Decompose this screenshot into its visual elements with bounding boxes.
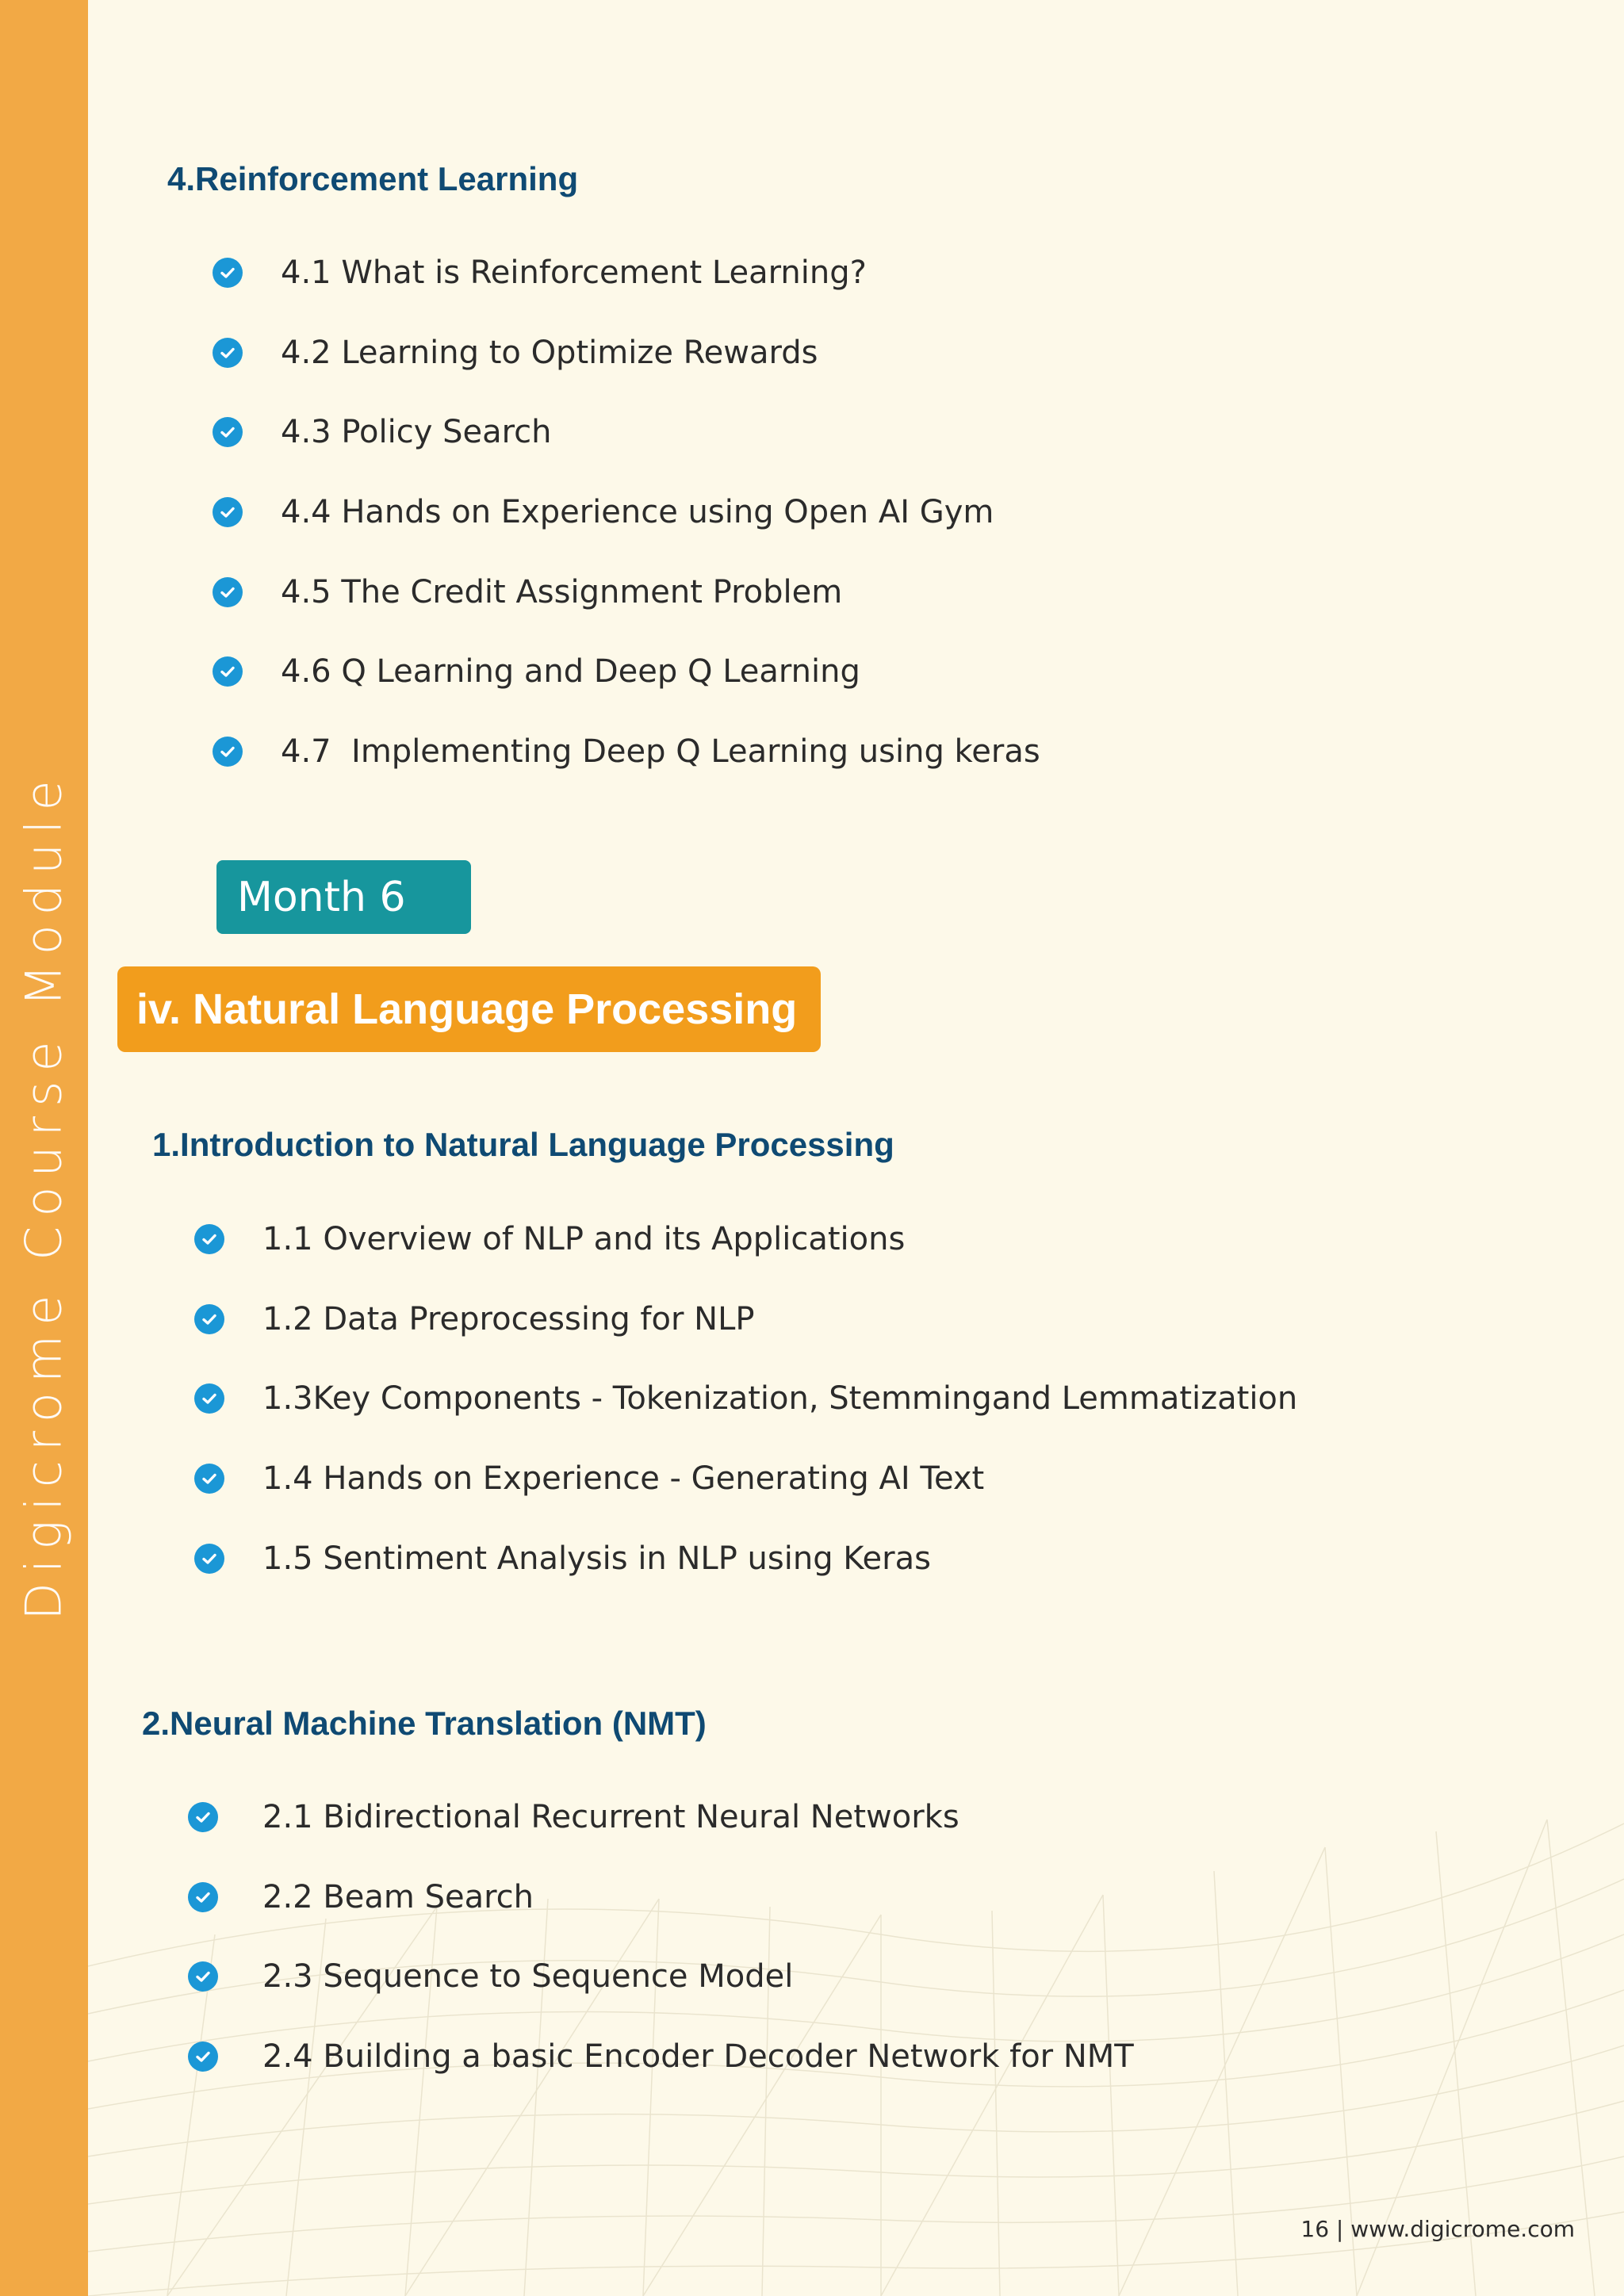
- list-item-label: 1.4 Hands on Experience - Generating AI Text: [262, 1460, 985, 1498]
- list-item-label: 2.4 Building a basic Encoder Decoder Network for NMT: [262, 2038, 1134, 2076]
- page-footer: 16 | www.digicrome.com: [1300, 2216, 1575, 2242]
- list-item-label: 1.2 Data Preprocessing for NLP: [262, 1300, 755, 1337]
- list-item: [213, 632, 1040, 712]
- list-item: [194, 1280, 1297, 1360]
- check-circle-icon: [213, 417, 243, 447]
- sidebar-title: Digicrome Course Module: [14, 771, 73, 1621]
- check-circle-icon: [213, 656, 243, 687]
- list-item-label: 4.6 Q Learning and Deep Q Learning: [281, 653, 860, 691]
- list-item-label: 2.1 Bidirectional Recurrent Neural Networks: [262, 1799, 959, 1836]
- list-reinforcement-learning: [213, 233, 1040, 791]
- list-item: [213, 392, 1040, 473]
- list-intro-nlp: [194, 1200, 1297, 1598]
- heading-reinforcement-learning: 4.Reinforcement Learning: [167, 160, 579, 197]
- list-item-label: 2.2 Beam Search: [262, 1878, 534, 1915]
- list-item-label: 2.3 Sequence to Sequence Model: [262, 1958, 794, 1996]
- list-item: [194, 1518, 1297, 1598]
- list-item: [194, 1359, 1297, 1439]
- list-item-label: 4.3 Policy Search: [281, 414, 552, 451]
- sidebar: [0, 0, 88, 2296]
- check-circle-icon: [188, 1961, 218, 1992]
- check-circle-icon: [188, 2042, 218, 2072]
- heading-intro-nlp: 1.Introduction to Natural Language Processing: [152, 1126, 894, 1163]
- list-item: [188, 1937, 1134, 2017]
- check-circle-icon: [194, 1224, 224, 1254]
- check-circle-icon: [194, 1304, 224, 1334]
- list-item-label: 4.4 Hands on Experience using Open AI Gym: [281, 494, 994, 531]
- list-item: [188, 1777, 1134, 1858]
- check-circle-icon: [213, 338, 243, 368]
- check-circle-icon: [213, 497, 243, 527]
- list-item-label: 1.1 Overview of NLP and its Applications: [262, 1221, 906, 1258]
- list-item-label: 4.7 Implementing Deep Q Learning using keras: [281, 733, 1040, 770]
- list-item: [213, 313, 1040, 393]
- list-item: [188, 2017, 1134, 2097]
- check-circle-icon: [213, 577, 243, 607]
- list-item: [213, 712, 1040, 792]
- list-item: [213, 473, 1040, 553]
- heading-nmt: 2.Neural Machine Translation (NMT): [142, 1705, 707, 1742]
- list-item-label: 4.5 The Credit Assignment Problem: [281, 573, 843, 610]
- check-circle-icon: [194, 1464, 224, 1494]
- check-circle-icon: [188, 1802, 218, 1832]
- check-circle-icon: [194, 1544, 224, 1574]
- list-nmt: [188, 1777, 1134, 2096]
- list-item: [188, 1858, 1134, 1938]
- check-circle-icon: [213, 258, 243, 288]
- section-banner: iv. Natural Language Processing: [117, 966, 821, 1052]
- check-circle-icon: [194, 1383, 224, 1414]
- list-item-label: 1.3Key Components - Tokenization, Stemmingand Lemmatization: [262, 1380, 1298, 1418]
- list-item-label: 1.5 Sentiment Analysis in NLP using Keras: [262, 1540, 931, 1577]
- list-item: [194, 1439, 1297, 1519]
- list-item-label: 4.2 Learning to Optimize Rewards: [281, 334, 818, 371]
- month-badge: Month 6: [216, 860, 471, 934]
- list-item-label: 4.1 What is Reinforcement Learning?: [281, 254, 867, 292]
- list-item: [194, 1200, 1297, 1280]
- check-circle-icon: [188, 1882, 218, 1912]
- check-circle-icon: [213, 737, 243, 767]
- list-item: [213, 233, 1040, 313]
- list-item: [213, 552, 1040, 632]
